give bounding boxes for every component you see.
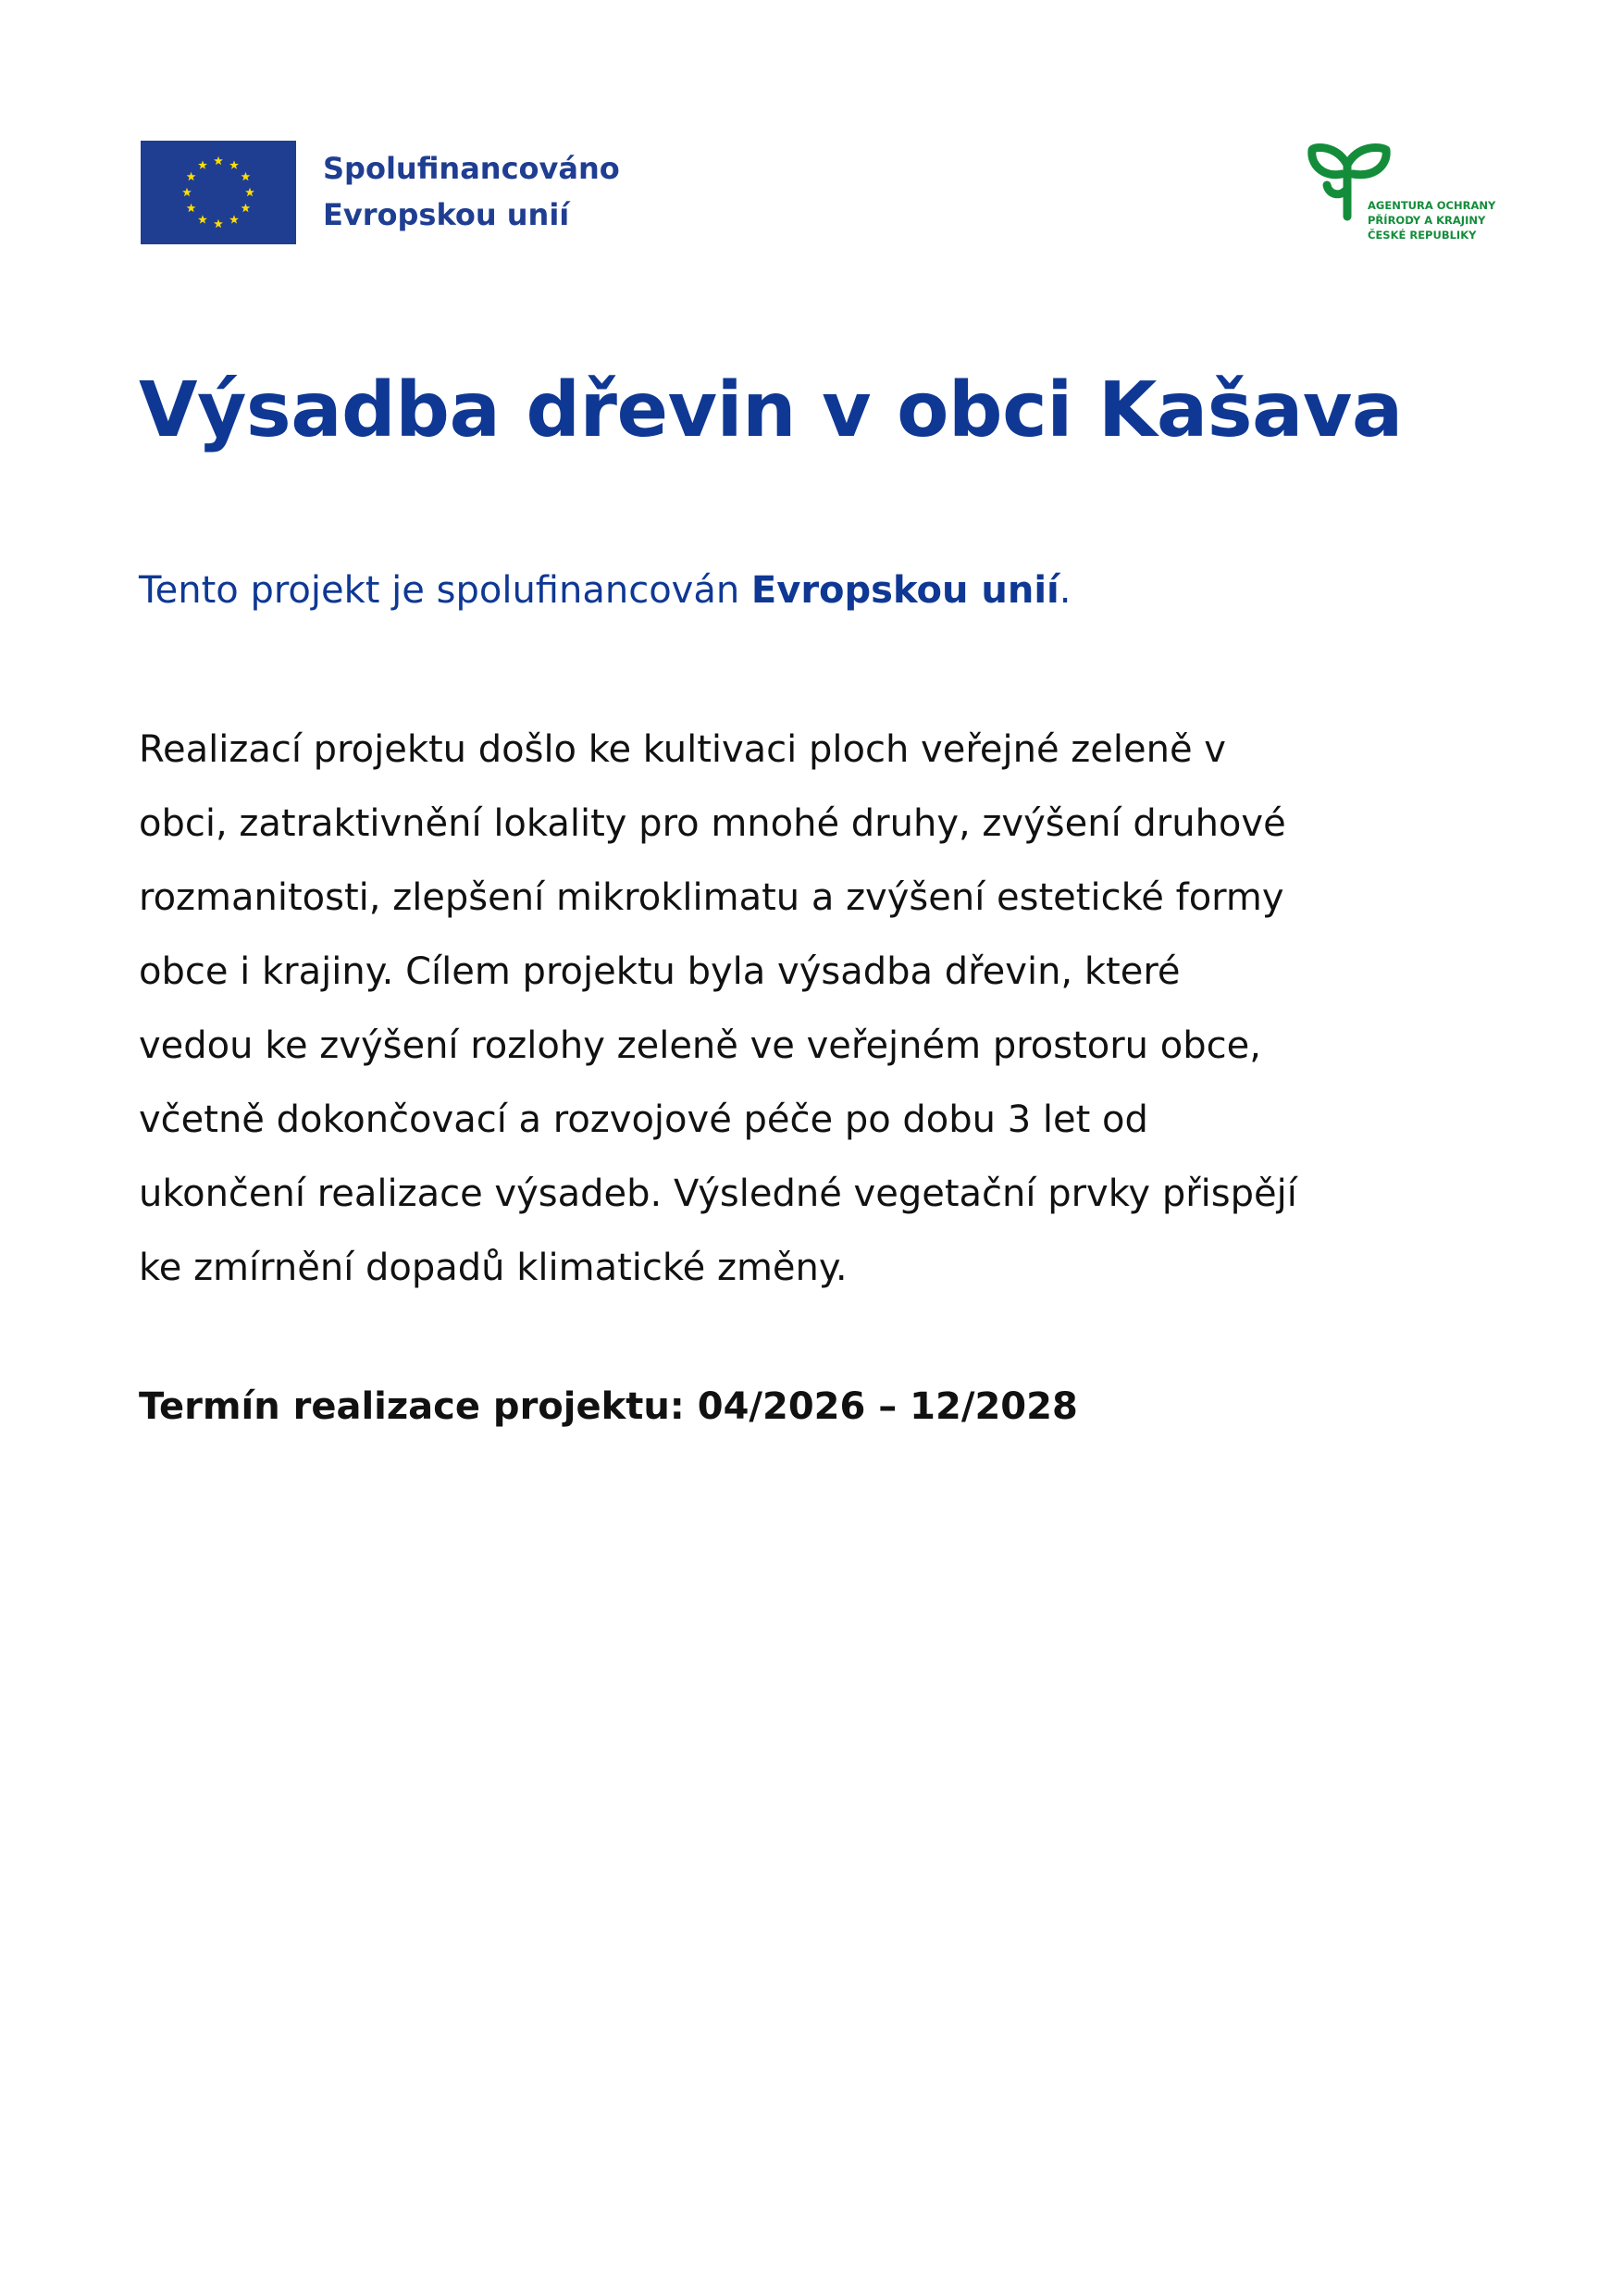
cofinancing-eu-name: Evropskou unií [750,569,1059,612]
eu-cofinancing-text [323,145,656,238]
aopk-text-line-3: ČESKÉ REPUBLIKY [1368,229,1477,242]
project-description [139,713,1508,1305]
aopk-text [1368,198,1495,242]
description-line: Realizací projektu došlo ke kultivaci ploch veřejné zeleně v [139,728,1226,771]
description-line: vedou ke zvýšení rozlohy zeleně ve veřejném prostoru obce, [139,1024,1261,1067]
project-term: Termín realizace projektu: 04/2026 – 12/2028 [139,1385,1078,1428]
page-title: Výsadba dřevin v obci Kašava [139,366,1403,454]
description-line: rozmanitosti, zlepšení mikroklimatu a zvýšení estetické formy [139,876,1284,919]
cofinancing-suffix: . [1059,569,1072,612]
eu-cofinancing-logo [141,141,620,244]
aopk-logo [1305,137,1496,255]
eu-text-line-2: Evropskou unií [323,197,570,232]
description-line: obci, zatraktivnění lokality pro mnohé druhy, zvýšení druhové [139,802,1286,845]
description-line: ke zmírnění dopadů klimatické změny. [139,1247,848,1289]
cofinancing-statement [139,563,1071,618]
eu-flag-icon [141,141,296,244]
aopk-text-line-1: AGENTURA OCHRANY [1368,199,1496,212]
cofinancing-prefix: Tento projekt je spolufinancován [139,569,751,612]
description-line: ukončení realizace výsadeb. Výsledné vegetační prvky přispějí [139,1173,1297,1215]
description-line: včetně dokončovací a rozvojové péče po dobu 3 let od [139,1098,1148,1141]
eu-text-line-1: Spolufinancováno [323,151,620,186]
page-header [0,0,1623,278]
description-line: obce i krajiny. Cílem projektu byla výsadba dřevin, které [139,950,1181,993]
aopk-text-line-2: PŘÍRODY A KRAJINY [1368,214,1486,227]
